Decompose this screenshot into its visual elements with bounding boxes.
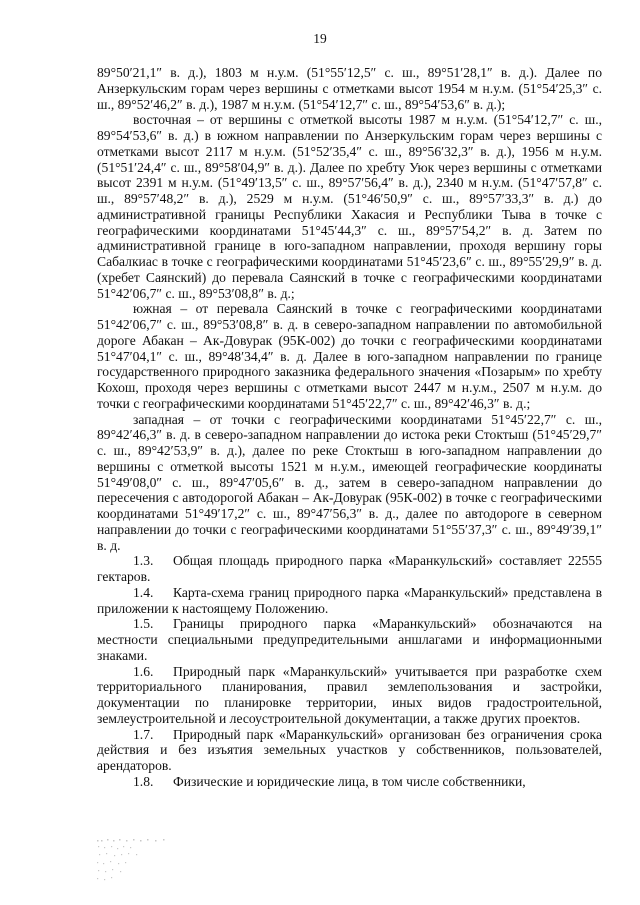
item-number: 1.4.	[133, 584, 154, 600]
item-number: 1.7.	[133, 726, 154, 742]
paragraph-south-boundary	[97, 301, 602, 411]
paragraph-text: западная – от точки с географическими координатами 51°45′22,7″ с. ш., 89°42′46,3″ в. д. в северо-западном направлении до истока реки Стоктыш (51°45′29,7″ с. ш., 89°42′53,9″ в. д.), далее по реке Стоктыш в юго-западном направлении до вершины с отметкой высоты 1521 м н.у.м., имеющей географические координаты 51°49′08,0″ с. ш., 89°47′05,6″ в. д., затем в северо-западном направлении до пересечения с автодорогой Абакан – Ак-Довурак (95К-002) в точке с географическими координатами 51°49′17,2″ с. ш., 89°47′56,3″ в. д., далее по автодороге в северном направлении до точки с географическими координатами 51°55′37,3″ с. ш., 89°49′39,1″ в. д.	[97, 411, 602, 553]
item-number: 1.3.	[133, 553, 154, 569]
stamp-mark	[95, 836, 175, 888]
paragraph-1-3	[97, 553, 602, 585]
paragraph-1-5	[97, 616, 602, 663]
paragraph-1-8	[97, 774, 602, 790]
paragraph-text: Природный парк «Маранкульский» учитывается при разработке схем территориального планирования, правил землепользования и застройки, документации по планировке территории, иных видов градостроительной, землеустроительной и лесоустроительной документации, а также других проектов.	[97, 663, 602, 726]
paragraph-1-6	[97, 664, 602, 727]
paragraph-text: 89°50′21,1″ в. д.), 1803 м н.у.м. (51°55′12,5″ с. ш., 89°51′28,1″ в. д.). Далее по Анзеркульским горам через вершины с отметками высот 1954 м н.у.м. (51°54′25,3″ с. ш., 89°52′46,2″ в. д.), 1987 м н.у.м. (51°54′12,7″ с. ш., 89°54′53,6″ в. д.);	[97, 65, 602, 112]
paragraph-text: восточная – от вершины с отметкой высоты 1987 м н.у.м. (51°54′12,7″ с. ш., 89°54′53,6″ в. д.) в южном направлении по Анзеркульским горам через вершины с отметками высот 2117 м н.у.м. (51°52′35,4″ с. ш., 89°56′32,3″ в. д.), 1956 м н.у.м. (51°51′24,4″ с. ш., 89°58′04,9″ в. д.). Далее по хребту Уюк через вершины с отметками высот 2391 м н.у.м. (51°49′13,5″ с. ш., 89°57′56,4″ в. д.), 2340 м н.у.м. (51°47′57,8″ с. ш., 89°57′48,2″ в. д.), 2529 м н.у.м. (51°46′50,9″ с. ш., 89°57′33,3″ в. д.) до административной границы Республики Хакасия и Республики Тыва в точке с географическими координатами 51°45′44,3″ с. ш., 89°57′54,2″ в. д. Затем по административной границе в юго-западном направлении, проходя вершину горы Сабалкиас в точке с географическими координатами 51°45′23,6″ с. ш., 89°55′29,9″ в. д. (хребет Саянский) до перевала Саянский в точке с географическими координатами 51°42′06,7″ с. ш., 89°53′08,8″ в. д.;	[97, 112, 602, 301]
page-number: 19	[313, 31, 327, 46]
paragraph-1-4	[97, 585, 602, 617]
paragraph-east-boundary	[97, 112, 602, 301]
paragraph-text: Природный парк «Маранкульский» организован без ограничения срока действия и без изъятия земельных участков у собственников, пользователей, арендаторов.	[97, 726, 602, 773]
paragraph-text: южная – от перевала Саянский в точке с географическими координатами 51°42′06,7″ с. ш., 89°53′08,8″ в. д. в северо-западном направлении по автомобильной дороге Абакан – Ак-Довурак (95К-002) до точки с географическими координатами 51°47′04,1″ с. ш., 89°48′34,4″ в. д. Далее в юго-западном направлении по границе государственного природного заказника федерального значения «Позарым» по хребту Кохош, проходя через вершины с отметками высот 2447 м н.у.м., 2507 м н.у.м. до точки с географическими координатами 51°45′22,7″ с. ш., 89°42′46,3″ в. д.;	[97, 301, 602, 411]
paragraph-1-7	[97, 727, 602, 774]
document-body	[97, 65, 602, 790]
paragraph-west-boundary	[97, 412, 602, 554]
paragraph-text: Общая площадь природного парка «Маранкульский» составляет 22555 гектаров.	[97, 553, 602, 584]
item-number: 1.6.	[133, 663, 154, 679]
paragraph-text: Границы природного парка «Маранкульский» обозначаются на местности специальными предупредительными аншлагами и информационными знаками.	[97, 616, 602, 663]
paragraph-text: Физические и юридические лица, в том числе собственники,	[173, 773, 526, 789]
item-number: 1.8.	[133, 773, 154, 789]
paragraph-text: Карта-схема границ природного парка «Маранкульский» представлена в приложении к настоящему Положению.	[97, 584, 602, 616]
paragraph	[97, 65, 602, 112]
item-number: 1.5.	[133, 616, 154, 632]
